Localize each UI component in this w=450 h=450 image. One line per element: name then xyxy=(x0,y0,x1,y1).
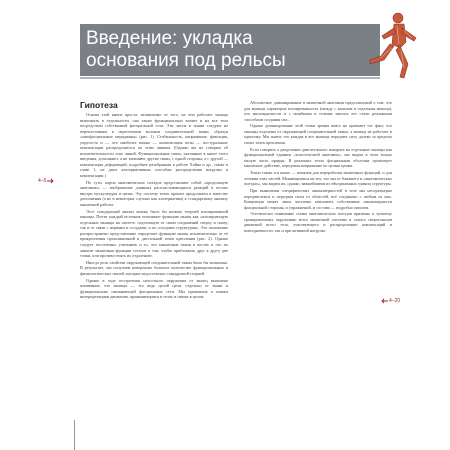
margin-ref-label: 4–20 xyxy=(389,298,401,304)
paragraph: Абсолютное доминирование в мышечной анатомии представлений о том, что для мышцы характерна изолированность (между с каналом и отдельная мышца), что многократности и с ошибками в течение многих лет стали реальными способами создания сил... xyxy=(244,100,392,122)
chapter-title: Введение: укладка основания под рельсы xyxy=(86,28,286,71)
running-figure-icon xyxy=(346,8,432,94)
paragraph: Если говорить о разделении двигательного аппарата на отдельные мышцы как функциональной единице «классической анатомии», мы видим в этом только малую часть правды. В реальных телах фасциальная оболочка организует мышечное действие, передавая напряжение по целым цепям. xyxy=(244,146,392,169)
banner-underline xyxy=(80,77,380,79)
paragraph: Точно также и в книге — понятия для переработки мышечных функций, и для лечения этих частей. Меняющимися на тех, что мы от ближнего в «анатомических поездах», мы видим их, однако, важнейшими из объединенных единиц структуры. xyxy=(244,170,392,187)
left-text-column xyxy=(80,112,228,430)
margin-cross-reference-right[interactable] xyxy=(380,298,400,304)
paragraph: Однако в ходе построения целостного окружения от мышц выяснено понимание, что мышцы — это ведь целой цепи, отдельно от ткани и функционально связывающей фасциальные сети. Мы призываем к новым интерпретациям движения, проявляющимся в телах и связях в целом. xyxy=(80,277,228,300)
paragraph: Однако доминирование этой точки зрения вовсе не признает тот факт, что мышцы отделены от окружающей соединительной ткани, а мышца не работает в одиночку. Мы знаем, что каждая и все мышцы передают силу далеко за пределы своих точек крепления. xyxy=(244,123,392,146)
paragraph: По сути, карты анатомических поездов представляют собой «продольную анатомию» — изображение длинных распластывающихся реакций в петлях внутри мускулатуры и цепях. Эту систему точек прошел продолжаем в качестве дополнения (а не в некоторых случаях как альтернатива) к стандартному анализу мышечной работы. xyxy=(80,179,228,207)
paragraph: Основа этой книги проста: независимо от того, на чем работает мышца выполнять в отдельности, она также функционально влияет и на все тела посредством собственной фасциальной сети. Эти листы и линии следуют не переплетениям в пересечении волокон соединительной ткани, образуя «миофасциальные меридианы» (рис. 1). Стабильность, напряжение, фиксация, упругость и — что наиболее важно — компенсация позы — постуральные компенсации распределяются по этим линиям. (Однако вы не говорим об исключительности этих линий. Функциональные связи, указанные в книге этого введения, дополняют, а не заменяют другие связи, с одной стороны, а с другой — компенсация деформаций, подробнее разобранная в работе Хайна и др., также в главе 1, не дают альтернативным способам распределения нагрузки и компенсации.) xyxy=(80,112,228,179)
page-margin-rule xyxy=(74,420,75,450)
arrow-left-icon xyxy=(380,298,388,304)
paragraph: Иногда роль свойства окружающей соединительной ткани была бы возможна. В результате, мы получаем невероятно большое количество функциональных и физиологических связей, которые недостаточно стандартной теорией. xyxy=(80,259,228,276)
right-text-column xyxy=(244,100,392,426)
paragraph: Эстетически понимание схемы анатомических поездов призвано к лучшему тренировочному окружению всего мышечной системы и самого сверхтоналов движений всего тела, участвующего и распределению компенсаций и повседневности, так и при активной нагрузке. xyxy=(244,211,392,233)
paragraph: При выявлении специфических закономерностей в теле мы несоразмерно передвигаемся и передаем силы от областей, всё соединено с любым из них. Концепция может лишь частично описывать собственные закономерности фасциальной стороны, и упражнений, и состава — подробно опишем. xyxy=(244,187,392,210)
section-heading: Гипотеза xyxy=(80,100,118,110)
arrow-right-icon xyxy=(47,178,55,184)
margin-ref-label: 4–5 xyxy=(38,178,47,184)
paragraph: Этот стандартный анализ можно было бы назвать теорией изолированной мышцы. Почти каждый источник описывает функцию мышц как «изолирующую отдельные мышцы на скелете, отделенную от связи соединений сверху и снизу, так и от связи с нервами и сосудами, и по соседним структурам». Это положение распространено представление определяет функцию мышц исключительно от её прикрепления проксимальной и дистальной точек крепления (рис. 2). Однако следует постепенно учитывать и то, что мышечные ткани в костях и что их зависит мышечная функция состоит в том, чтобы приближать друг к другу две точки, или противостоять их отдалению. xyxy=(80,208,228,259)
margin-cross-reference-left[interactable] xyxy=(38,178,55,184)
